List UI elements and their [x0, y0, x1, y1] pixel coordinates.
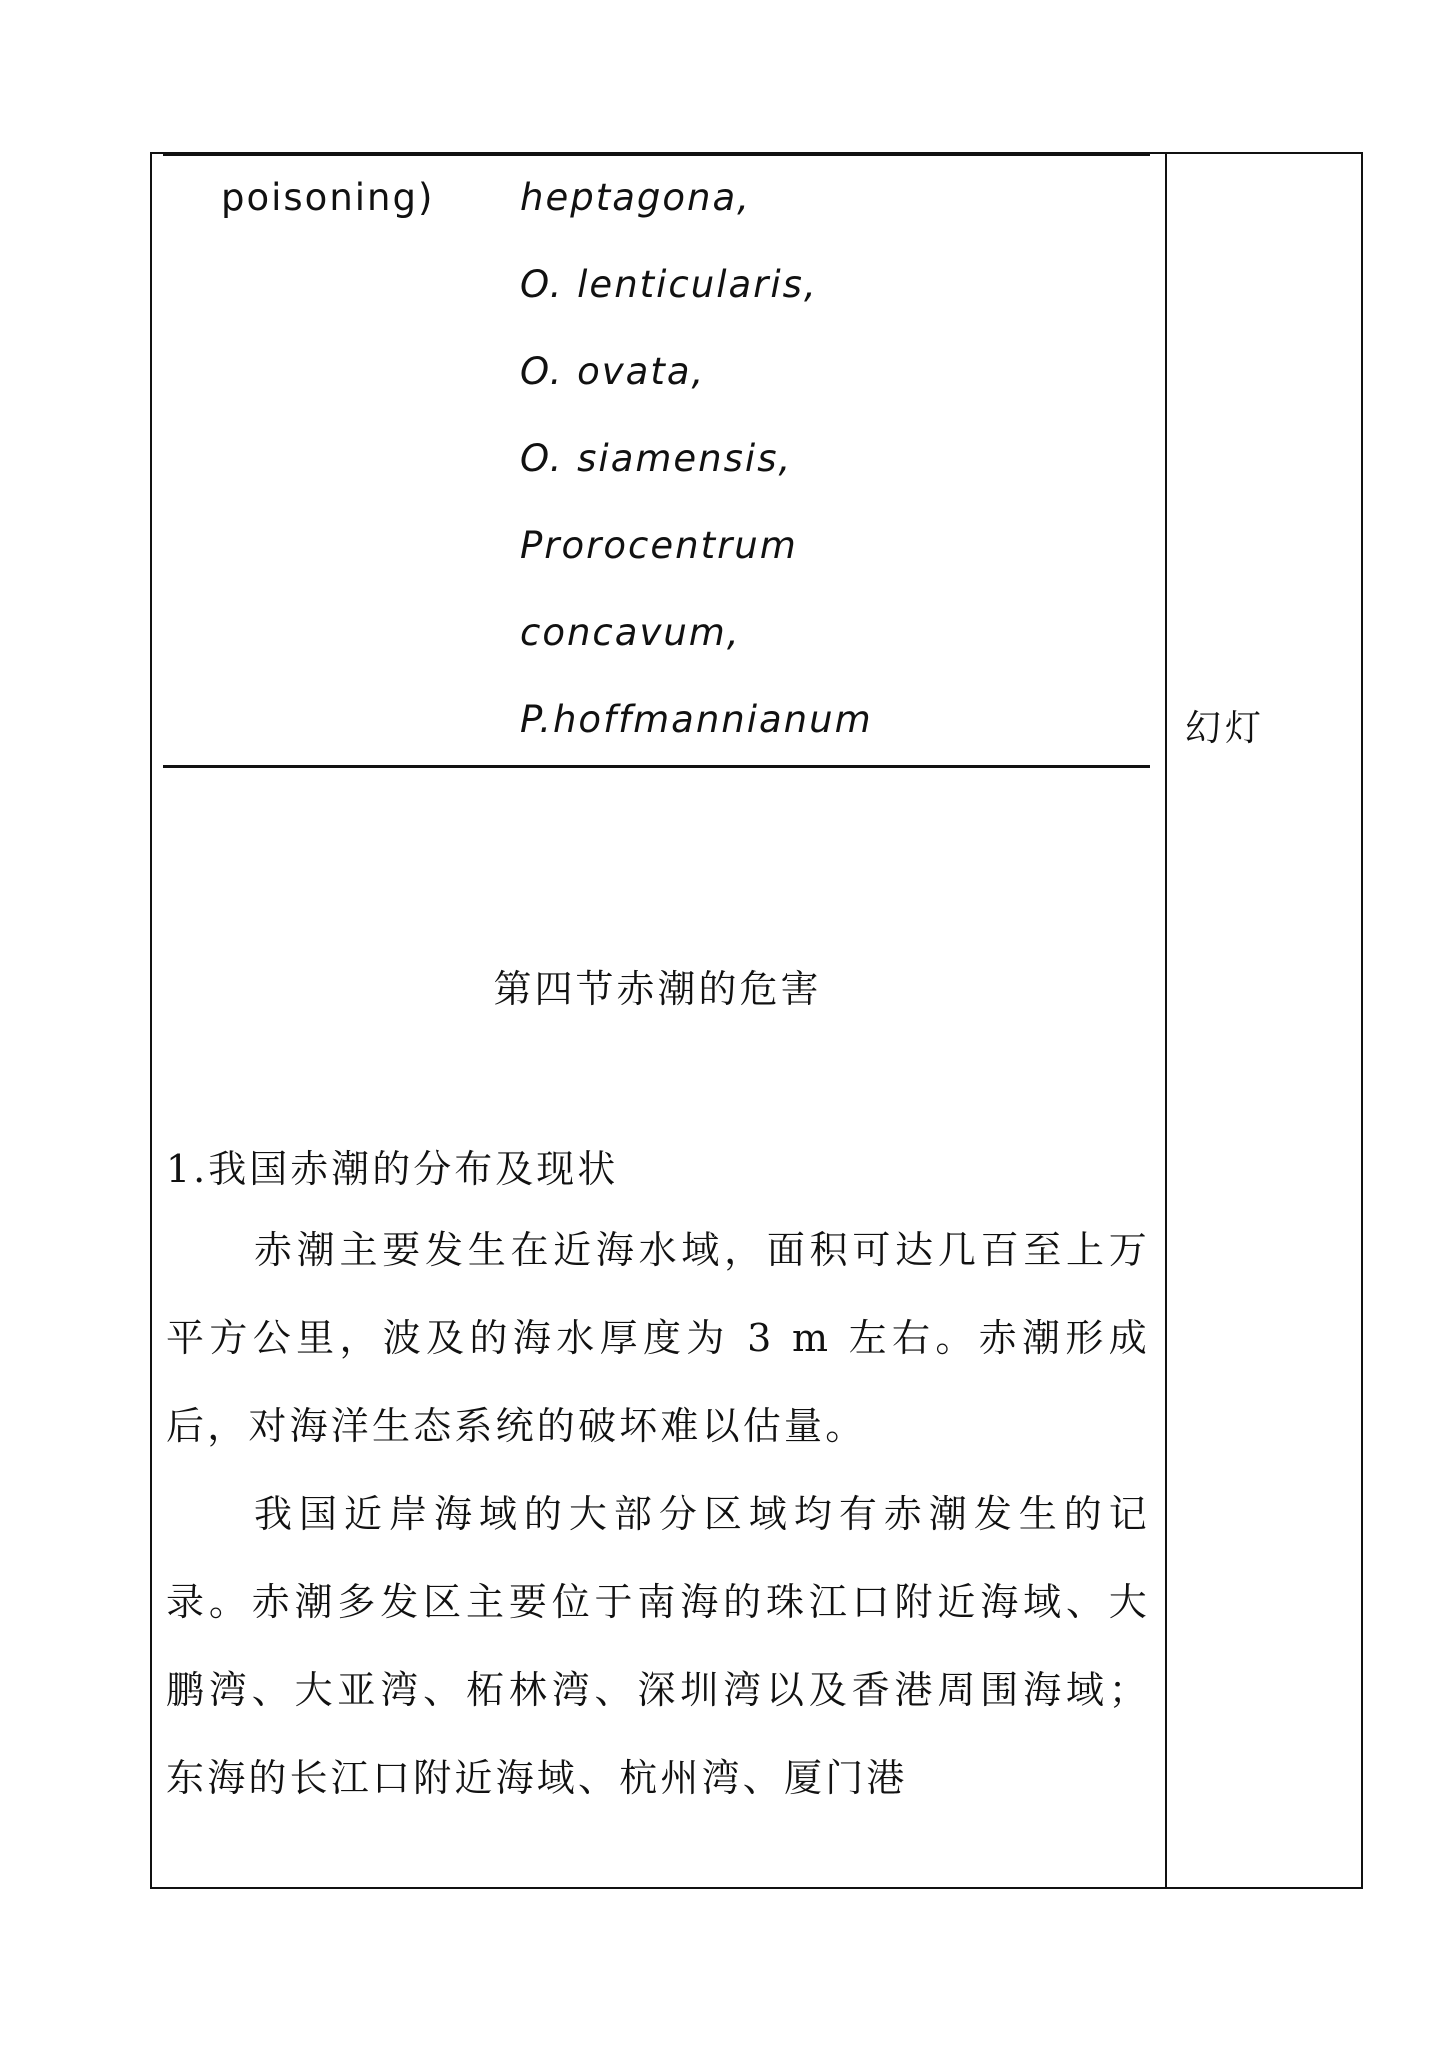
species-name: O. lenticularis,	[520, 263, 818, 306]
species-name: O. siamensis,	[520, 437, 793, 480]
inner-table-bottom-rule	[163, 765, 1150, 768]
species-name: heptagona,	[520, 176, 751, 219]
table-border-right	[1361, 152, 1363, 1889]
column-divider	[1165, 152, 1167, 1889]
species-name: O. ovata,	[520, 350, 706, 393]
inner-table-top-rule	[163, 153, 1150, 156]
side-column-label: 幻灯	[1185, 708, 1266, 749]
species-name: P.hoffmannianum	[520, 698, 873, 741]
table-border-bottom	[150, 1887, 1363, 1889]
subsection-heading: 1.我国赤潮的分布及现状	[166, 1147, 619, 1191]
body-paragraph: 赤潮主要发生在近海水域，面积可达几百至上万平方公里，波及的海水厚度为 3 m 左右。赤潮形成后，对海洋生态系统的破坏难以估量。	[166, 1228, 1150, 1448]
section-title: 第四节赤潮的危害	[493, 967, 822, 1011]
table-border-left	[150, 152, 152, 1889]
poisoning-label: poisoning)	[221, 176, 435, 219]
body-paragraph: 我国近岸海域的大部分区域均有赤潮发生的记录。赤潮多发区主要位于南海的珠江口附近海域、大鹏湾、大亚湾、柘林湾、深圳湾以及香港周围海域；东海的长江口附近海域、杭州湾、厦门港	[166, 1492, 1150, 1800]
species-name: concavum,	[520, 611, 741, 654]
species-name: Prorocentrum	[520, 524, 798, 567]
